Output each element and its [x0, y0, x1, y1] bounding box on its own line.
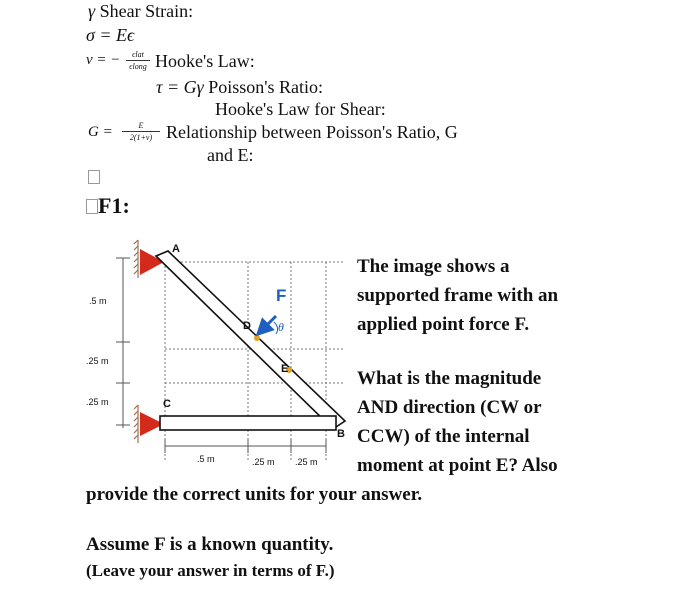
- label-point-d: D: [243, 320, 251, 332]
- dim-horizontal-2: .25 m: [252, 457, 275, 467]
- poissons-ratio-label: Poisson's Ratio:: [208, 77, 323, 97]
- horizontal-member: [160, 416, 336, 430]
- question-line-3: CCW) of the internal: [357, 426, 530, 447]
- horizontal-dimension: [165, 439, 326, 453]
- support-a: [140, 249, 164, 275]
- diagonal-member: [156, 251, 345, 429]
- dim-horizontal-1: .5 m: [197, 454, 215, 464]
- dim-horizontal-3: .25 m: [295, 457, 318, 467]
- assumption-text: Assume F is a known quantity.: [86, 534, 334, 555]
- label-point-c: C: [163, 398, 171, 410]
- shear-equation: τ = Gγ: [156, 77, 204, 97]
- vertical-dimension: [116, 258, 130, 428]
- hookes-shear-label: Hooke's Law for Shear:: [215, 99, 386, 119]
- hookes-law-label: Hooke's Law:: [155, 51, 255, 71]
- problem-id: F1:: [98, 193, 130, 218]
- description-line-2: supported frame with an: [357, 285, 559, 306]
- point-d-marker: [254, 335, 260, 341]
- force-arrow: [262, 316, 276, 330]
- question-tail: provide the correct units for your answer.: [86, 484, 423, 505]
- description-line-3: applied point force F.: [357, 314, 530, 335]
- relationship-line-2: and E:: [207, 145, 254, 165]
- g-fraction-numerator: E: [138, 121, 144, 130]
- poisson-fraction-numerator: ϵlat: [132, 50, 144, 59]
- poisson-fraction-denominator: ϵlong: [129, 62, 147, 71]
- shear-strain-symbol: γ: [88, 1, 96, 21]
- relationship-line-1: Relationship between Poisson's Ratio, G: [166, 122, 458, 142]
- g-fraction-denominator: 2(1+ν): [129, 133, 153, 142]
- wall-hatching: [134, 240, 138, 443]
- angle-label: θ: [278, 320, 284, 334]
- g-equation-lhs: G =: [88, 124, 113, 140]
- shear-strain-label: Shear Strain:: [99, 1, 194, 21]
- poisson-equation-lhs: ν = −: [86, 52, 121, 68]
- dim-vertical-1: .5 m: [89, 296, 107, 306]
- label-point-a: A: [172, 243, 180, 255]
- label-point-b: B: [337, 428, 345, 440]
- dim-vertical-2: .25 m: [86, 356, 109, 366]
- instruction-text: (Leave your answer in terms of F.): [86, 561, 335, 580]
- question-line-4: moment at point E? Also: [357, 455, 558, 476]
- force-label: F: [276, 286, 287, 305]
- label-point-e: E: [281, 363, 289, 375]
- dim-vertical-3: .25 m: [86, 397, 109, 407]
- hookes-equation: σ = Eϵ: [86, 25, 135, 45]
- description-line-1: The image shows a: [357, 256, 510, 277]
- question-line-2: AND direction (CW or: [357, 397, 542, 418]
- question-line-1: What is the magnitude: [357, 368, 542, 389]
